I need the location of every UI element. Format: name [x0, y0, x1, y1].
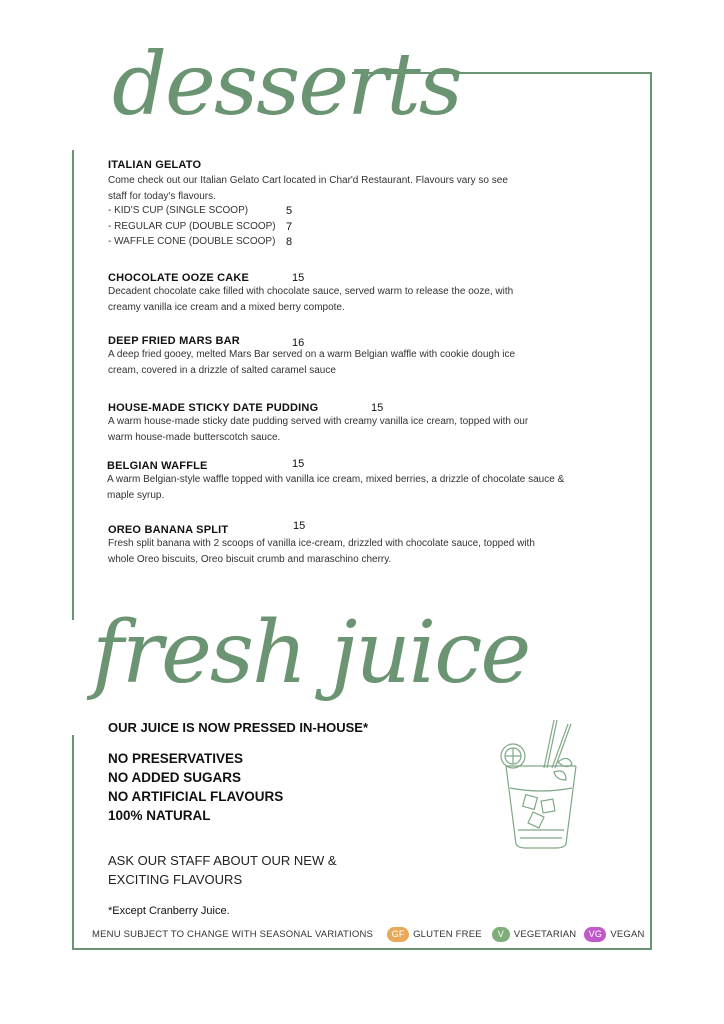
dessert-description	[108, 173, 618, 205]
gelato-option	[108, 236, 618, 252]
menu-footer	[92, 927, 645, 942]
frame-left-upper-line	[72, 150, 74, 620]
gelato-option	[108, 221, 618, 237]
dessert-name: HOUSE-MADE STICKY DATE PUDDING	[108, 402, 319, 414]
option-label: - REGULAR CUP (DOUBLE SCOOP)	[108, 220, 276, 232]
vegan-label: VEGAN	[610, 929, 645, 940]
dessert-price: 15	[292, 272, 305, 284]
description-line: creamy vanilla ice cream and a mixed berry compote.	[108, 302, 345, 313]
description-line: A warm Belgian-style waffle topped with vanilla ice cream, mixed berries, a drizzle of chocolate sauce &	[107, 474, 565, 485]
option-price: 5	[286, 205, 293, 217]
juice-benefit: NO ADDED SUGARS	[108, 770, 242, 785]
frame-right-line	[650, 72, 652, 950]
option-price: 7	[286, 220, 293, 233]
juice-benefit: NO PRESERVATIVES	[108, 751, 244, 766]
dessert-price: 15	[293, 520, 306, 532]
vegan-badge: VG	[584, 927, 606, 942]
dessert-description	[107, 472, 627, 504]
ask-line: EXCITING FLAVOURS	[108, 872, 243, 887]
description-line: maple syrup.	[107, 490, 165, 501]
gluten-free-label: GLUTEN FREE	[413, 929, 482, 940]
option-label: - WAFFLE CONE (DOUBLE SCOOP)	[108, 236, 276, 247]
description-line: Come check out our Italian Gelato Cart located in Char'd Restaurant. Flavours vary so see	[108, 175, 508, 186]
juice-benefits-list	[108, 749, 283, 825]
juice-benefit: 100% NATURAL	[108, 808, 211, 823]
option-label: - KID'S CUP (SINGLE SCOOP)	[108, 205, 249, 216]
dessert-description	[108, 536, 618, 568]
description-line: staff for today's flavours.	[108, 191, 216, 202]
frame-bottom-line	[72, 948, 652, 950]
dessert-price: 16	[292, 337, 305, 349]
juice-footnote: *Except Cranberry Juice.	[108, 905, 230, 917]
vegetarian-badge: V	[492, 927, 510, 942]
dessert-item-chocolate-ooze-cake	[108, 272, 618, 316]
dessert-name: CHOCOLATE OOZE CAKE	[108, 272, 250, 284]
juice-ask-staff	[108, 851, 337, 889]
description-line: A deep fried gooey, melted Mars Bar served on a warm Belgian waffle with cookie dough ice	[108, 349, 516, 360]
footer-note: MENU SUBJECT TO CHANGE WITH SEASONAL VARIATIONS	[92, 929, 374, 940]
gluten-free-badge: GF	[387, 927, 409, 942]
description-line: whole Oreo biscuits, Oreo biscuit crumb and maraschino cherry.	[108, 554, 392, 565]
dessert-price: 15	[292, 458, 305, 470]
juice-intro: OUR JUICE IS NOW PRESSED IN-HOUSE*	[108, 720, 369, 735]
dessert-item-oreo-banana-split	[108, 520, 618, 568]
vegetarian-label: VEGETARIAN	[513, 929, 577, 940]
gelato-option	[108, 205, 618, 221]
option-price: 8	[286, 236, 293, 248]
desserts-heading: desserts	[112, 35, 461, 135]
description-line: cream, covered in a drizzle of salted caramel sauce	[108, 365, 336, 376]
description-line: warm house-made butterscotch sauce.	[108, 432, 281, 443]
dessert-description	[108, 284, 618, 316]
dessert-name: ITALIAN GELATO	[108, 159, 202, 171]
dessert-description	[108, 414, 618, 446]
frame-left-lower-line	[72, 735, 74, 950]
dessert-name: DEEP FRIED MARS BAR	[108, 335, 240, 347]
dessert-description	[108, 347, 618, 379]
dessert-item-sticky-date-pudding	[108, 402, 618, 446]
description-line: A warm house-made sticky date pudding served with creamy vanilla ice cream, topped with our	[108, 416, 529, 427]
cocktail-glass-icon	[496, 718, 586, 858]
dessert-name: BELGIAN WAFFLE	[107, 460, 208, 472]
description-line: Decadent chocolate cake filled with chocolate sauce, served warm to release the ooze, with	[108, 286, 514, 297]
dessert-item-belgian-waffle	[107, 460, 617, 504]
dessert-name: OREO BANANA SPLIT	[108, 524, 229, 536]
dessert-item-italian-gelato	[108, 159, 618, 252]
description-line: Fresh split banana with 2 scoops of vanilla ice-cream, drizzled with chocolate sauce, topped with	[108, 538, 535, 549]
fresh-juice-heading: fresh juice	[92, 603, 530, 703]
dessert-item-deep-fried-mars-bar	[108, 335, 618, 379]
dessert-price: 15	[371, 402, 384, 414]
gelato-options	[108, 205, 618, 252]
juice-benefit: NO ARTIFICIAL FLAVOURS	[108, 789, 284, 804]
ask-line: ASK OUR STAFF ABOUT OUR NEW &	[108, 853, 337, 868]
